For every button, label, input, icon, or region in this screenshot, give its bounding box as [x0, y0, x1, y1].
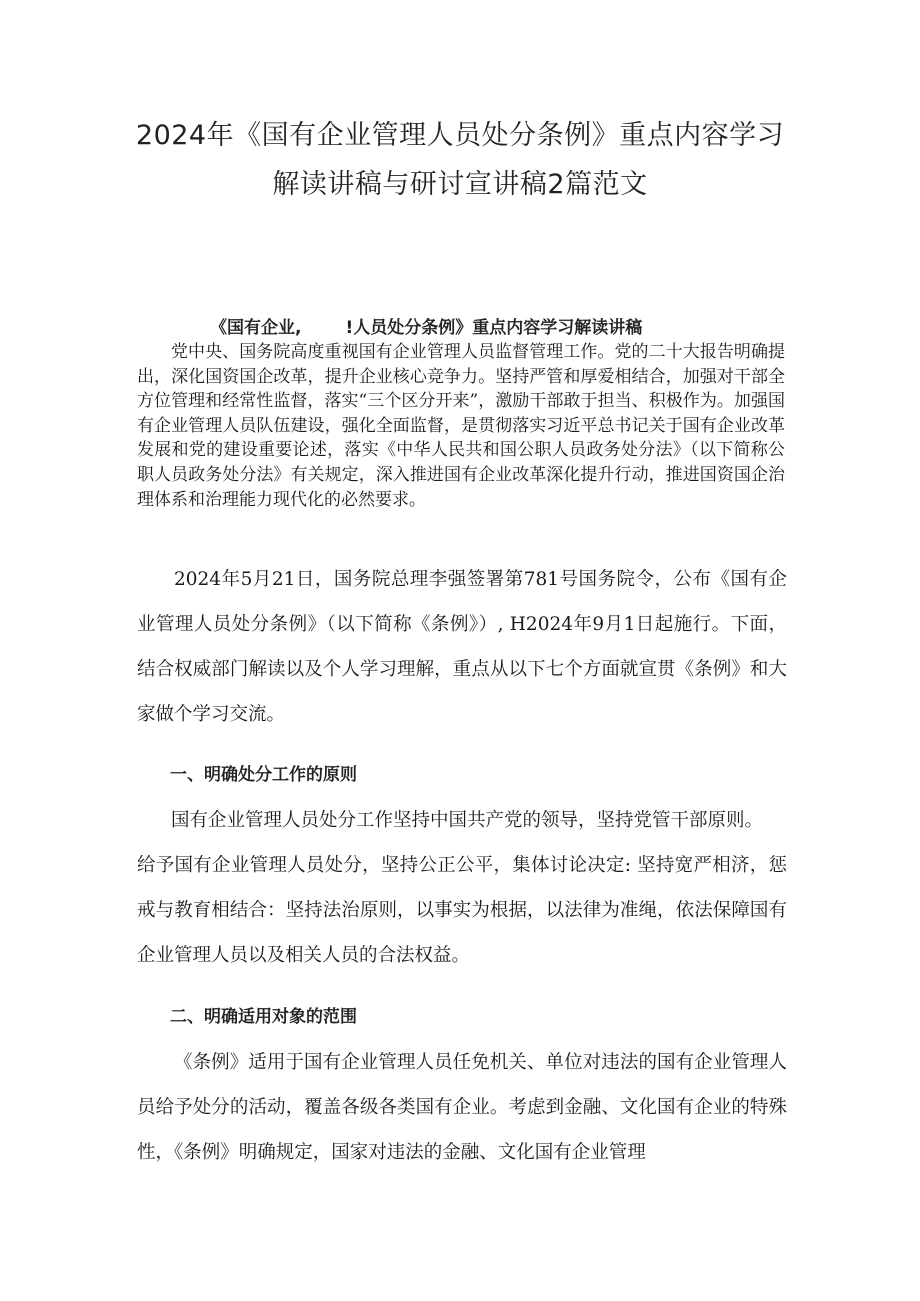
- section-subtitle: [210, 313, 680, 338]
- paragraph-announcement: 2024年5月21日，国务院总理李强签署第781号国务院令，公布《国有企业管理人员处分条例》（以下简称《条例》）, H2024年9月1日起施行。下面，结合权威部门解读以及个人学习理解，重点从以下七个方面就宣贯《条例》和大家做个学习交流。: [137, 569, 787, 725]
- subtitle-part-2: !人员处分条例》重点内容学习解读讲稿: [345, 318, 643, 338]
- paragraph-principles: [137, 798, 787, 978]
- subtitle-part-1: 《国有企业,: [210, 318, 302, 338]
- heading-scope: 二、明确适用对象的范围: [170, 1007, 357, 1027]
- paragraph-principles-first-line: 国有企业管理人员处分工作坚持中国共产党的领导，坚持党管干部原则。: [171, 810, 764, 831]
- document-title-line-1: 2024年《国有企业管理人员处分条例》重点内容学习: [135, 120, 785, 151]
- paragraph-intro: 党中央、国务院高度重视国有企业管理人员监督管理工作。党的二十大报告明确提出，深化国资国企改革，提升企业核心竞争力。坚持严管和厚爱相结合，加强对干部全方位管理和经常性监督，落实“三个区分开来”，激励干部敢于担当、积极作为。加强国有企业管理人员队伍建设，强化全面监督，是贯彻落实习近平总书记关于国有企业改革发展和党的建设重要论述，落实《中华人民共和国公职人员政务处分法》（以下简称公职人员政务处分法》有关规定，深入推进国有企业改革深化提升行动，推进国资国企治理体系和治理能力现代化的必然要求。: [137, 342, 785, 510]
- document-title-line-2: 解读讲稿与研讨宣讲稿2篇范文: [272, 169, 648, 200]
- paragraph-scope: 《条例》适用于国有企业管理人员任免机关、单位对违法的国有企业管理人员给予处分的活动，覆盖各级各类国有企业。考虑到金融、文化国有企业的特殊性，《条例》明确规定，国家对违法的金融、文化国有企业管理: [137, 1052, 787, 1163]
- paragraph-principles-rest: 给予国有企业管理人员处分，坚持公正公平，集体讨论决定: 坚持宽严相济，惩戒与教育相结合：坚持法治原则，以事实为根据，以法律为准绳，依法保障国有企业管理人员以及相关人员的合法权益。: [137, 855, 787, 966]
- heading-principles: 一、明确处分工作的原则: [170, 765, 357, 785]
